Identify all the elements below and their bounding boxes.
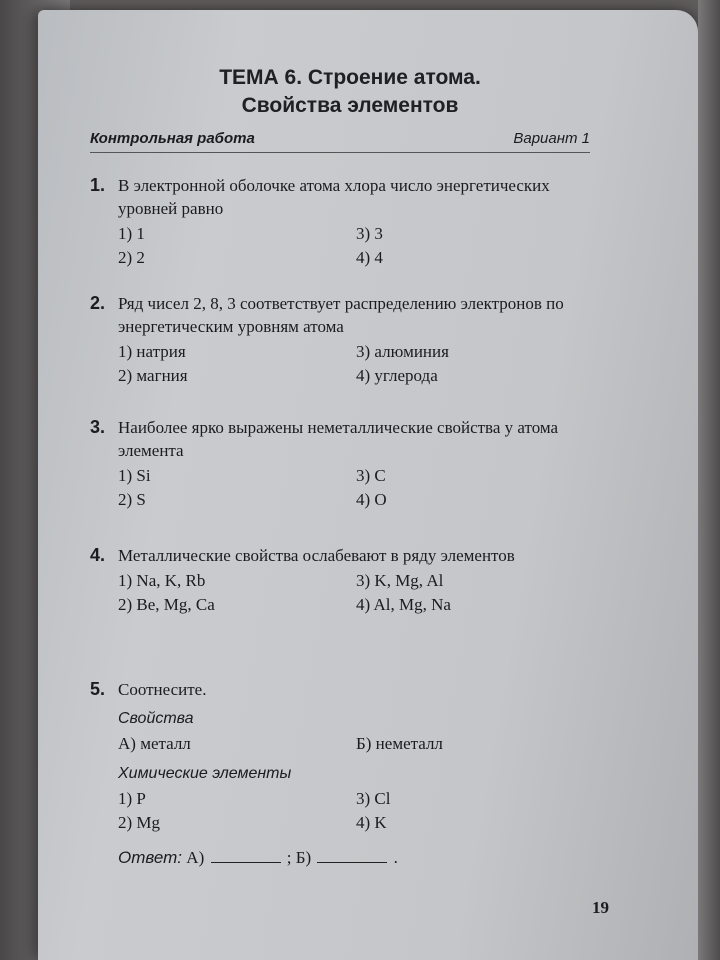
question-number: 2.	[90, 293, 106, 313]
question-text: Ряд чисел 2, 8, 3 соответствует распределению электронов по энергетическим уровням атома	[118, 294, 564, 336]
question-3	[90, 416, 595, 512]
question-4	[90, 544, 595, 617]
question-text: Наиболее ярко выражены неметаллические свойства у атома элемента	[118, 418, 559, 460]
option: 2) Be, Mg, Ca	[118, 595, 215, 614]
question-number: 1.	[90, 175, 106, 195]
title-line-2: Свойства элементов	[241, 94, 459, 117]
answer-b-blank[interactable]	[317, 845, 387, 863]
property-option: А) металл	[118, 734, 191, 753]
question-options	[118, 569, 595, 617]
properties-label: Свойства	[118, 710, 194, 727]
option: 4) 4	[356, 248, 383, 267]
question-text: Металлические свойства ослабевают в ряду элементов	[118, 546, 515, 565]
answer-label: Ответ:	[118, 848, 183, 867]
page-number: 19	[592, 898, 609, 917]
option: 2) магния	[118, 366, 188, 385]
question-1	[90, 174, 595, 270]
answer-b-label: ; Б)	[286, 848, 312, 867]
option: 2) S	[118, 490, 146, 509]
properties-list	[118, 732, 595, 756]
option: 1) натрия	[118, 342, 186, 361]
property-option: Б) неметалл	[356, 734, 443, 753]
question-number: 5.	[90, 679, 106, 699]
elements-list	[118, 787, 595, 835]
option: 3) K, Mg, Al	[356, 571, 444, 590]
question-number: 4.	[90, 545, 106, 565]
option: 4) Al, Mg, Na	[356, 595, 451, 614]
question-options	[118, 340, 595, 388]
answer-a-blank[interactable]	[211, 845, 281, 863]
header-rule	[90, 152, 590, 153]
answer-end: .	[393, 848, 398, 867]
option: 1) Na, K, Rb	[118, 571, 206, 590]
question-5	[90, 678, 595, 869]
element-option: 1) P	[118, 789, 146, 808]
question-options	[118, 222, 595, 270]
option: 3) C	[356, 466, 386, 485]
page-title	[160, 64, 540, 120]
element-option: 4) K	[356, 813, 387, 832]
option: 4) O	[356, 490, 387, 509]
title-line-1: ТЕМА 6. Строение атома.	[219, 66, 481, 89]
option: 1) 1	[118, 224, 145, 243]
option: 2) 2	[118, 248, 145, 267]
option: 3) 3	[356, 224, 383, 243]
question-text: В электронной оболочке атома хлора число энергетических уровней равно	[118, 176, 550, 218]
element-option: 2) Mg	[118, 813, 161, 832]
question-2	[90, 292, 595, 388]
answer-line	[118, 845, 595, 869]
variant-label: Вариант 1	[513, 130, 590, 147]
question-number: 3.	[90, 417, 106, 437]
option: 4) углерода	[356, 366, 438, 385]
option: 3) алюминия	[356, 342, 449, 361]
test-type: Контрольная работа	[90, 130, 255, 147]
question-text: Соотнесите.	[118, 680, 207, 699]
option: 1) Si	[118, 466, 151, 485]
question-options	[118, 464, 595, 512]
element-option: 3) Cl	[356, 789, 391, 808]
elements-label: Химические элементы	[118, 765, 292, 782]
answer-a-label: А)	[186, 848, 205, 867]
